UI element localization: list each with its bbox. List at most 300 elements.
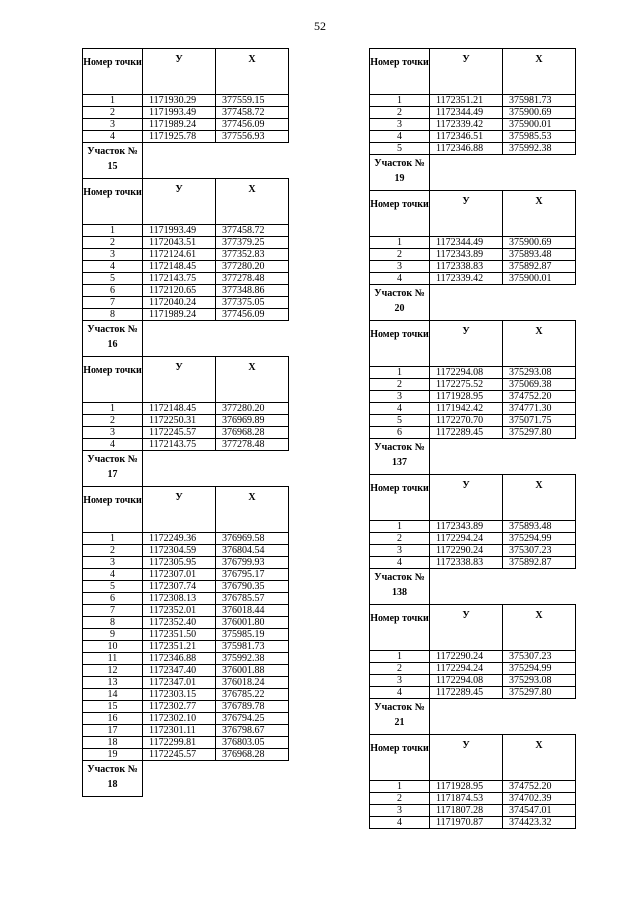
y-coordinate-cell: 1172302.77 <box>143 701 216 713</box>
section-label: Участок № 15 <box>83 143 143 179</box>
table-row <box>370 415 576 427</box>
x-coordinate-cell: 375900.69 <box>503 107 576 119</box>
point-number-cell: 5 <box>83 581 143 593</box>
x-coordinate-cell: 376001.80 <box>216 617 289 629</box>
point-number-cell: 6 <box>83 285 143 297</box>
table-header-row <box>370 475 576 521</box>
x-coordinate-cell: 375307.23 <box>503 651 576 663</box>
table-row <box>370 533 576 545</box>
y-coordinate-cell: 1172351.50 <box>143 629 216 641</box>
table-row <box>83 617 289 629</box>
x-coordinate-cell: 376794.25 <box>216 713 289 725</box>
empty-cell <box>430 699 576 735</box>
x-coordinate-cell: 377556.93 <box>216 131 289 143</box>
point-number-cell: 2 <box>370 793 430 805</box>
point-number-cell: 2 <box>370 379 430 391</box>
table-header-row <box>83 179 289 225</box>
x-coordinate-cell: 377375.05 <box>216 297 289 309</box>
y-coordinate-cell: 1172344.49 <box>430 237 503 249</box>
table-row <box>370 817 576 829</box>
x-coordinate-cell: 375294.99 <box>503 533 576 545</box>
x-coordinate-cell: 376785.57 <box>216 593 289 605</box>
y-coordinate-cell: 1172294.24 <box>430 663 503 675</box>
x-coordinate-cell: 374752.20 <box>503 391 576 403</box>
x-coordinate-cell: 377559.15 <box>216 95 289 107</box>
header-x: Х <box>503 49 576 95</box>
x-coordinate-cell: 375992.38 <box>503 143 576 155</box>
y-coordinate-cell: 1172301.11 <box>143 725 216 737</box>
point-number-cell: 4 <box>370 273 430 285</box>
point-number-cell: 3 <box>370 119 430 131</box>
x-coordinate-cell: 377278.48 <box>216 273 289 285</box>
table-row <box>370 651 576 663</box>
header-x: Х <box>503 475 576 521</box>
header-y: У <box>430 735 503 781</box>
y-coordinate-cell: 1172245.57 <box>143 749 216 761</box>
table-row <box>370 675 576 687</box>
point-number-cell: 4 <box>370 817 430 829</box>
point-number-cell: 3 <box>83 119 143 131</box>
y-coordinate-cell: 1172294.08 <box>430 367 503 379</box>
table-header-row <box>83 357 289 403</box>
y-coordinate-cell: 1171807.28 <box>430 805 503 817</box>
point-number-cell: 4 <box>370 557 430 569</box>
x-coordinate-cell: 377280.20 <box>216 261 289 273</box>
table-row <box>83 119 289 131</box>
x-coordinate-cell: 376798.67 <box>216 725 289 737</box>
table-row <box>83 641 289 653</box>
section-label-row <box>370 285 576 321</box>
table-header-row <box>370 321 576 367</box>
table-row <box>370 557 576 569</box>
x-coordinate-cell: 375985.53 <box>503 131 576 143</box>
table-row <box>370 261 576 273</box>
table-row <box>83 665 289 677</box>
point-number-cell: 7 <box>83 605 143 617</box>
y-coordinate-cell: 1172338.83 <box>430 261 503 273</box>
y-coordinate-cell: 1171928.95 <box>430 781 503 793</box>
section-label-row <box>83 451 289 487</box>
table-row <box>370 237 576 249</box>
point-number-cell: 5 <box>370 415 430 427</box>
point-number-cell: 1 <box>370 781 430 793</box>
header-point-number: Номер точки <box>83 487 143 533</box>
x-coordinate-cell: 377458.72 <box>216 225 289 237</box>
y-coordinate-cell: 1172289.45 <box>430 427 503 439</box>
point-number-cell: 5 <box>370 143 430 155</box>
x-coordinate-cell: 377458.72 <box>216 107 289 119</box>
x-coordinate-cell: 376795.17 <box>216 569 289 581</box>
x-coordinate-cell: 375900.69 <box>503 237 576 249</box>
y-coordinate-cell: 1172307.74 <box>143 581 216 593</box>
empty-cell <box>430 569 576 605</box>
point-number-cell: 4 <box>83 261 143 273</box>
point-number-cell: 1 <box>370 237 430 249</box>
y-coordinate-cell: 1171942.42 <box>430 403 503 415</box>
point-number-cell: 7 <box>83 297 143 309</box>
table-row <box>83 403 289 415</box>
point-number-cell: 3 <box>83 427 143 439</box>
y-coordinate-cell: 1172290.24 <box>430 545 503 557</box>
y-coordinate-cell: 1172148.45 <box>143 403 216 415</box>
point-number-cell: 3 <box>370 675 430 687</box>
x-coordinate-cell: 375900.01 <box>503 119 576 131</box>
y-coordinate-cell: 1171989.24 <box>143 309 216 321</box>
point-number-cell: 4 <box>370 687 430 699</box>
y-coordinate-cell: 1172352.40 <box>143 617 216 629</box>
table-row <box>370 107 576 119</box>
point-number-cell: 1 <box>370 521 430 533</box>
header-y: У <box>143 179 216 225</box>
section-label: Участок № 137 <box>370 439 430 475</box>
table-row <box>83 581 289 593</box>
section-label-row <box>83 761 289 797</box>
header-point-number: Номер точки <box>370 605 430 651</box>
table-header-row <box>83 49 289 95</box>
point-number-cell: 8 <box>83 617 143 629</box>
x-coordinate-cell: 375297.80 <box>503 687 576 699</box>
table-row <box>370 427 576 439</box>
point-number-cell: 8 <box>83 309 143 321</box>
point-number-cell: 13 <box>83 677 143 689</box>
point-number-cell: 2 <box>370 663 430 675</box>
table-row <box>83 533 289 545</box>
point-number-cell: 2 <box>370 533 430 545</box>
point-number-cell: 2 <box>83 107 143 119</box>
table-row <box>83 689 289 701</box>
point-number-cell: 9 <box>83 629 143 641</box>
left-coordinates-column <box>82 48 289 797</box>
header-y: У <box>430 605 503 651</box>
y-coordinate-cell: 1172249.36 <box>143 533 216 545</box>
x-coordinate-cell: 374702.39 <box>503 793 576 805</box>
point-number-cell: 1 <box>370 367 430 379</box>
header-point-number: Номер точки <box>83 179 143 225</box>
x-coordinate-cell: 375293.08 <box>503 367 576 379</box>
table-row <box>83 605 289 617</box>
x-coordinate-cell: 375981.73 <box>503 95 576 107</box>
x-coordinate-cell: 375307.23 <box>503 545 576 557</box>
empty-cell <box>143 143 289 179</box>
point-number-cell: 14 <box>83 689 143 701</box>
y-coordinate-cell: 1172339.42 <box>430 119 503 131</box>
y-coordinate-cell: 1172294.08 <box>430 675 503 687</box>
y-coordinate-cell: 1172351.21 <box>430 95 503 107</box>
table-row <box>83 725 289 737</box>
y-coordinate-cell: 1171989.24 <box>143 119 216 131</box>
section-label: Участок № 16 <box>83 321 143 357</box>
y-coordinate-cell: 1172347.01 <box>143 677 216 689</box>
header-point-number: Номер точки <box>83 357 143 403</box>
y-coordinate-cell: 1172124.61 <box>143 249 216 261</box>
point-number-cell: 2 <box>83 415 143 427</box>
x-coordinate-cell: 375071.75 <box>503 415 576 427</box>
y-coordinate-cell: 1172294.24 <box>430 533 503 545</box>
section-label-row <box>370 439 576 475</box>
x-coordinate-cell: 376790.35 <box>216 581 289 593</box>
table-header-row <box>370 605 576 651</box>
table-header-row <box>370 735 576 781</box>
x-coordinate-cell: 377352.83 <box>216 249 289 261</box>
y-coordinate-cell: 1172290.24 <box>430 651 503 663</box>
table-row <box>83 749 289 761</box>
x-coordinate-cell: 375892.87 <box>503 557 576 569</box>
y-coordinate-cell: 1172289.45 <box>430 687 503 699</box>
x-coordinate-cell: 376803.05 <box>216 737 289 749</box>
section-label-row <box>370 155 576 191</box>
table-row <box>83 95 289 107</box>
header-point-number: Номер точки <box>370 191 430 237</box>
x-coordinate-cell: 377456.09 <box>216 119 289 131</box>
y-coordinate-cell: 1171993.49 <box>143 225 216 237</box>
point-number-cell: 3 <box>83 249 143 261</box>
header-y: У <box>430 191 503 237</box>
point-number-cell: 3 <box>83 557 143 569</box>
y-coordinate-cell: 1172352.01 <box>143 605 216 617</box>
x-coordinate-cell: 374547.01 <box>503 805 576 817</box>
table-row <box>370 273 576 285</box>
table-row <box>370 663 576 675</box>
empty-cell <box>430 285 576 321</box>
x-coordinate-cell: 377278.48 <box>216 439 289 451</box>
x-coordinate-cell: 375985.19 <box>216 629 289 641</box>
table-header-row <box>370 49 576 95</box>
point-number-cell: 17 <box>83 725 143 737</box>
section-label: Участок № 138 <box>370 569 430 605</box>
point-number-cell: 1 <box>370 651 430 663</box>
table-row <box>83 701 289 713</box>
table-row <box>83 249 289 261</box>
y-coordinate-cell: 1172346.88 <box>143 653 216 665</box>
point-number-cell: 1 <box>83 403 143 415</box>
section-label: Участок № 20 <box>370 285 430 321</box>
point-number-cell: 2 <box>370 107 430 119</box>
x-coordinate-cell: 376785.22 <box>216 689 289 701</box>
x-coordinate-cell: 376789.78 <box>216 701 289 713</box>
x-coordinate-cell: 375900.01 <box>503 273 576 285</box>
header-point-number: Номер точки <box>370 321 430 367</box>
table-row <box>370 379 576 391</box>
table-row <box>370 391 576 403</box>
point-number-cell: 15 <box>83 701 143 713</box>
table-row <box>370 403 576 415</box>
table-row <box>83 713 289 725</box>
y-coordinate-cell: 1172270.70 <box>430 415 503 427</box>
table-row <box>83 439 289 451</box>
y-coordinate-cell: 1172043.51 <box>143 237 216 249</box>
point-number-cell: 1 <box>83 533 143 545</box>
header-x: Х <box>503 321 576 367</box>
y-coordinate-cell: 1172305.95 <box>143 557 216 569</box>
section-label: Участок № 19 <box>370 155 430 191</box>
header-x: Х <box>503 605 576 651</box>
header-x: Х <box>216 179 289 225</box>
right-coordinates-table <box>369 48 576 829</box>
y-coordinate-cell: 1172299.81 <box>143 737 216 749</box>
table-row <box>83 309 289 321</box>
point-number-cell: 6 <box>370 427 430 439</box>
page-number: 52 <box>314 19 326 33</box>
y-coordinate-cell: 1172343.89 <box>430 521 503 533</box>
table-header-row <box>370 191 576 237</box>
header-y: У <box>430 49 503 95</box>
y-coordinate-cell: 1172346.88 <box>430 143 503 155</box>
y-coordinate-cell: 1171874.53 <box>430 793 503 805</box>
header-point-number: Номер точки <box>83 49 143 95</box>
y-coordinate-cell: 1172302.10 <box>143 713 216 725</box>
table-row <box>83 273 289 285</box>
x-coordinate-cell: 377280.20 <box>216 403 289 415</box>
point-number-cell: 1 <box>370 95 430 107</box>
header-y: У <box>143 357 216 403</box>
empty-cell <box>143 761 289 797</box>
empty-cell <box>430 155 576 191</box>
y-coordinate-cell: 1172148.45 <box>143 261 216 273</box>
point-number-cell: 18 <box>83 737 143 749</box>
x-coordinate-cell: 376969.89 <box>216 415 289 427</box>
table-row <box>83 131 289 143</box>
x-coordinate-cell: 377456.09 <box>216 309 289 321</box>
table-row <box>370 143 576 155</box>
table-row <box>83 677 289 689</box>
x-coordinate-cell: 376001.88 <box>216 665 289 677</box>
y-coordinate-cell: 1172143.75 <box>143 439 216 451</box>
table-row <box>83 285 289 297</box>
y-coordinate-cell: 1172143.75 <box>143 273 216 285</box>
y-coordinate-cell: 1172303.15 <box>143 689 216 701</box>
x-coordinate-cell: 375892.87 <box>503 261 576 273</box>
point-number-cell: 10 <box>83 641 143 653</box>
section-label-row <box>370 569 576 605</box>
y-coordinate-cell: 1172275.52 <box>430 379 503 391</box>
table-header-row <box>83 487 289 533</box>
x-coordinate-cell: 376804.54 <box>216 545 289 557</box>
header-y: У <box>430 321 503 367</box>
table-row <box>370 793 576 805</box>
section-label-row <box>83 143 289 179</box>
x-coordinate-cell: 376969.58 <box>216 533 289 545</box>
x-coordinate-cell: 375992.38 <box>216 653 289 665</box>
header-y: У <box>143 487 216 533</box>
y-coordinate-cell: 1171930.29 <box>143 95 216 107</box>
point-number-cell: 3 <box>370 391 430 403</box>
section-label-row <box>83 321 289 357</box>
table-row <box>83 593 289 605</box>
table-row <box>370 805 576 817</box>
point-number-cell: 19 <box>83 749 143 761</box>
header-point-number: Номер точки <box>370 475 430 521</box>
x-coordinate-cell: 375069.38 <box>503 379 576 391</box>
x-coordinate-cell: 377379.25 <box>216 237 289 249</box>
y-coordinate-cell: 1172250.31 <box>143 415 216 427</box>
y-coordinate-cell: 1171928.95 <box>430 391 503 403</box>
x-coordinate-cell: 375294.99 <box>503 663 576 675</box>
header-x: Х <box>216 49 289 95</box>
y-coordinate-cell: 1171925.78 <box>143 131 216 143</box>
y-coordinate-cell: 1172343.89 <box>430 249 503 261</box>
x-coordinate-cell: 375893.48 <box>503 249 576 261</box>
y-coordinate-cell: 1172304.59 <box>143 545 216 557</box>
point-number-cell: 5 <box>83 273 143 285</box>
point-number-cell: 3 <box>370 261 430 273</box>
x-coordinate-cell: 374423.32 <box>503 817 576 829</box>
table-row <box>370 781 576 793</box>
table-row <box>83 237 289 249</box>
x-coordinate-cell: 375981.73 <box>216 641 289 653</box>
y-coordinate-cell: 1171993.49 <box>143 107 216 119</box>
point-number-cell: 2 <box>83 237 143 249</box>
x-coordinate-cell: 374752.20 <box>503 781 576 793</box>
empty-cell <box>143 451 289 487</box>
point-number-cell: 3 <box>370 805 430 817</box>
table-row <box>83 557 289 569</box>
table-row <box>370 521 576 533</box>
x-coordinate-cell: 376968.28 <box>216 427 289 439</box>
point-number-cell: 16 <box>83 713 143 725</box>
point-number-cell: 3 <box>370 545 430 557</box>
table-row <box>370 687 576 699</box>
y-coordinate-cell: 1172120.65 <box>143 285 216 297</box>
point-number-cell: 4 <box>83 131 143 143</box>
left-coordinates-table <box>82 48 289 797</box>
right-coordinates-column <box>369 48 576 829</box>
table-row <box>83 415 289 427</box>
table-row <box>370 95 576 107</box>
point-number-cell: 4 <box>370 403 430 415</box>
x-coordinate-cell: 375297.80 <box>503 427 576 439</box>
y-coordinate-cell: 1172040.24 <box>143 297 216 309</box>
header-y: У <box>430 475 503 521</box>
point-number-cell: 11 <box>83 653 143 665</box>
point-number-cell: 1 <box>83 95 143 107</box>
table-row <box>83 225 289 237</box>
section-label-row <box>370 699 576 735</box>
x-coordinate-cell: 376018.44 <box>216 605 289 617</box>
section-label: Участок № 18 <box>83 761 143 797</box>
table-row <box>83 297 289 309</box>
point-number-cell: 2 <box>370 249 430 261</box>
table-row <box>370 119 576 131</box>
table-row <box>83 107 289 119</box>
y-coordinate-cell: 1172307.01 <box>143 569 216 581</box>
header-x: Х <box>503 191 576 237</box>
section-label: Участок № 17 <box>83 451 143 487</box>
header-x: Х <box>503 735 576 781</box>
table-row <box>83 737 289 749</box>
y-coordinate-cell: 1172308.13 <box>143 593 216 605</box>
header-x: Х <box>216 487 289 533</box>
x-coordinate-cell: 376968.28 <box>216 749 289 761</box>
x-coordinate-cell: 376018.24 <box>216 677 289 689</box>
table-row <box>83 545 289 557</box>
y-coordinate-cell: 1172338.83 <box>430 557 503 569</box>
point-number-cell: 6 <box>83 593 143 605</box>
table-row <box>83 629 289 641</box>
table-row <box>370 545 576 557</box>
section-label: Участок № 21 <box>370 699 430 735</box>
empty-cell <box>143 321 289 357</box>
point-number-cell: 4 <box>370 131 430 143</box>
header-y: У <box>143 49 216 95</box>
x-coordinate-cell: 375893.48 <box>503 521 576 533</box>
table-row <box>370 367 576 379</box>
point-number-cell: 2 <box>83 545 143 557</box>
x-coordinate-cell: 375293.08 <box>503 675 576 687</box>
x-coordinate-cell: 374771.30 <box>503 403 576 415</box>
y-coordinate-cell: 1172351.21 <box>143 641 216 653</box>
table-row <box>370 249 576 261</box>
x-coordinate-cell: 377348.86 <box>216 285 289 297</box>
